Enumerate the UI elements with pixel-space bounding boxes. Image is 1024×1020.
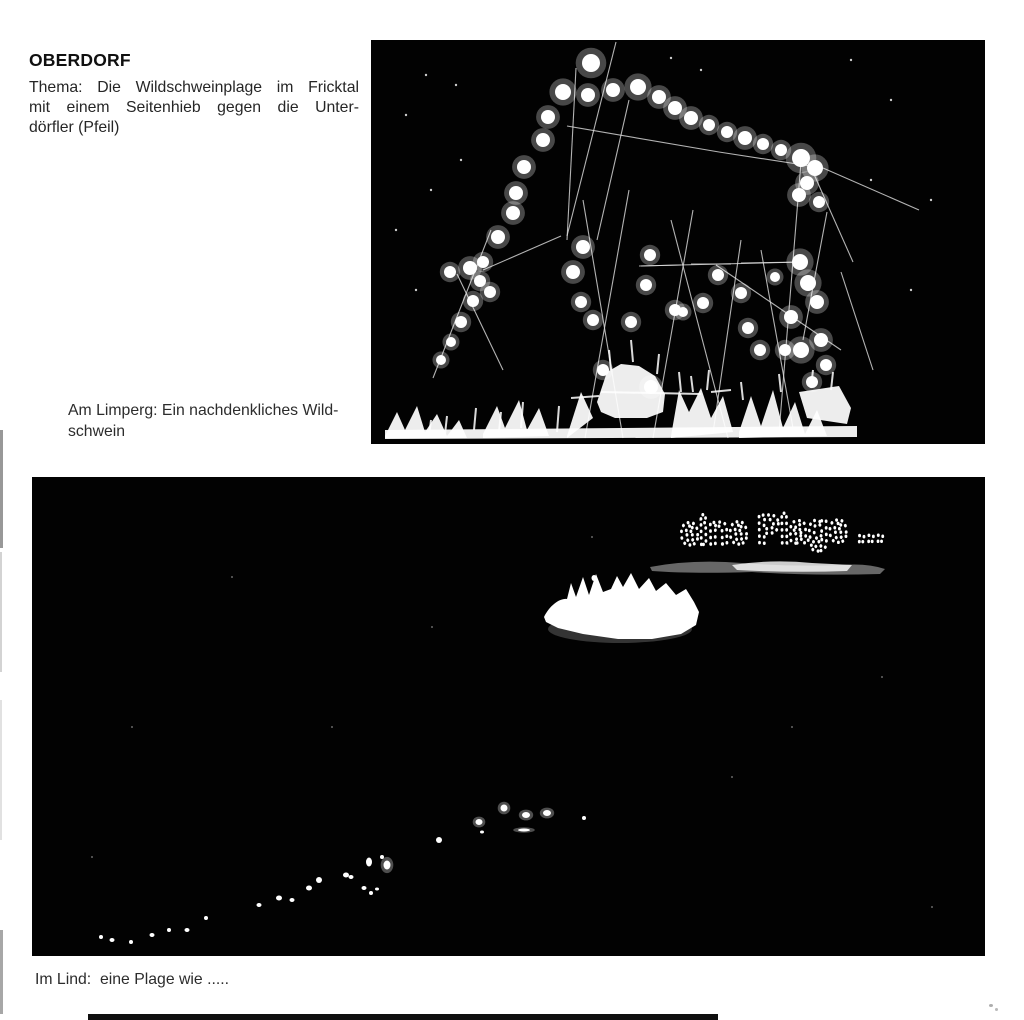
photo-caption-top <box>68 400 378 442</box>
light-bulb <box>455 316 467 328</box>
light-bulb <box>644 249 656 261</box>
speck <box>425 74 427 76</box>
light-bulb <box>467 295 479 307</box>
valley-light <box>110 938 115 942</box>
light-bulb <box>738 131 752 145</box>
light-bulb <box>484 286 496 298</box>
light-bulb <box>697 297 709 309</box>
light-bulb <box>668 101 682 115</box>
speck <box>455 84 457 86</box>
photo-caption-bottom: Im Lind: eine Plage wie ..... <box>35 971 230 988</box>
light-bulb <box>444 266 456 278</box>
speck <box>415 289 417 291</box>
light-bulb <box>754 344 766 356</box>
valley-light <box>384 861 391 870</box>
scan-edge-mark <box>0 700 2 840</box>
light-bulb <box>678 307 688 317</box>
speck <box>930 199 932 201</box>
light-bulb <box>446 337 456 347</box>
speck <box>850 59 852 61</box>
light-bulb <box>606 83 620 97</box>
light-bulb <box>506 206 520 220</box>
light-bulb <box>770 272 780 282</box>
photo-top-canvas <box>371 40 985 444</box>
speck <box>870 179 872 181</box>
valley-light <box>480 831 484 834</box>
valley-light <box>276 896 282 901</box>
light-bulb <box>800 275 816 291</box>
speck <box>890 99 892 101</box>
valley-light <box>518 829 530 832</box>
light-bulb <box>775 144 787 156</box>
valley-light <box>369 891 373 895</box>
speck <box>431 626 433 628</box>
valley-light <box>501 805 508 812</box>
photo-night-valley <box>32 477 985 956</box>
light-bulb <box>582 54 600 72</box>
light-bulb <box>581 88 595 102</box>
light-bulb <box>536 133 550 147</box>
caption-top-line-1: Am Limperg: Ein nachdenkliches Wild- <box>68 402 339 419</box>
light-bulb <box>576 240 590 254</box>
photo-bottom-canvas <box>32 477 985 956</box>
valley-light <box>99 935 103 939</box>
scan-edge-mark <box>0 930 3 1014</box>
light-bulb <box>575 296 587 308</box>
valley-light <box>316 877 322 883</box>
light-bulb <box>820 359 832 371</box>
valley-light <box>290 898 295 902</box>
valley-light <box>185 928 190 932</box>
photo-boar-light-installation <box>371 40 985 444</box>
light-bulb <box>735 287 747 299</box>
speck <box>430 189 432 191</box>
speck <box>881 676 883 678</box>
light-bulb <box>810 295 824 309</box>
valley-light <box>375 888 379 891</box>
light-bulb <box>757 138 769 150</box>
light-bulb <box>630 79 646 95</box>
light-bulb <box>587 314 599 326</box>
light-bulb <box>491 230 505 244</box>
speck <box>405 114 407 116</box>
scan-artifact-bar <box>88 1014 718 1020</box>
light-bulb <box>684 111 698 125</box>
speck <box>910 289 912 291</box>
article-body-line-2: mit einem Seitenhieb gegen die Unter- <box>29 99 359 116</box>
valley-light <box>167 928 171 932</box>
speck <box>395 229 397 231</box>
article-body-line-3: dörfler (Pfeil) <box>29 119 120 136</box>
light-bulb <box>703 119 715 131</box>
valley-light <box>362 886 367 890</box>
light-bulb <box>793 342 809 358</box>
light-bulb <box>712 269 724 281</box>
article-text-block <box>29 50 359 138</box>
valley-light <box>129 940 133 944</box>
valley-light <box>522 812 530 818</box>
light-bulb <box>436 355 446 365</box>
light-bulb <box>625 316 637 328</box>
valley-light <box>349 875 354 879</box>
light-bulb <box>509 186 523 200</box>
light-bulb <box>813 196 825 208</box>
light-bulb <box>555 84 571 100</box>
scan-smudge <box>989 1004 993 1007</box>
speck <box>700 69 702 71</box>
light-bulb <box>566 265 580 279</box>
speck <box>460 159 462 161</box>
speck <box>791 726 793 728</box>
valley-light <box>436 837 442 843</box>
speck <box>91 856 93 858</box>
speck <box>931 906 933 908</box>
speck <box>591 536 593 538</box>
light-bulb <box>792 188 806 202</box>
valley-light <box>366 858 372 867</box>
valley-light <box>380 855 384 859</box>
light-bulb <box>517 160 531 174</box>
valley-light <box>150 933 155 937</box>
light-bulb <box>779 344 791 356</box>
caption-top-line-2: schwein <box>68 423 126 440</box>
light-bulb <box>814 333 828 347</box>
light-bulb <box>652 90 666 104</box>
light-bulb <box>721 126 733 138</box>
light-bulb <box>792 254 808 270</box>
speck <box>131 726 133 728</box>
valley-light <box>204 916 208 920</box>
scan-edge-mark <box>0 430 3 548</box>
speck <box>331 726 333 728</box>
valley-light <box>343 873 349 878</box>
scan-smudge <box>995 1008 998 1011</box>
illuminated-sign-text: eine Plage ... <box>679 503 929 554</box>
section-heading: OBERDORF <box>29 50 131 70</box>
light-bulb <box>784 310 798 324</box>
speck <box>731 776 733 778</box>
valley-light <box>306 886 312 891</box>
light-bulb <box>541 110 555 124</box>
light-bulb <box>742 322 754 334</box>
speck <box>670 57 672 59</box>
article-body-line-1: Thema: Die Wildschweinplage im Fricktal <box>29 79 359 96</box>
speck <box>231 576 233 578</box>
valley-light <box>582 816 586 820</box>
valley-light <box>476 819 483 825</box>
scan-edge-mark <box>0 552 2 672</box>
light-bulb <box>640 279 652 291</box>
valley-light <box>543 810 551 816</box>
valley-light <box>257 903 262 907</box>
